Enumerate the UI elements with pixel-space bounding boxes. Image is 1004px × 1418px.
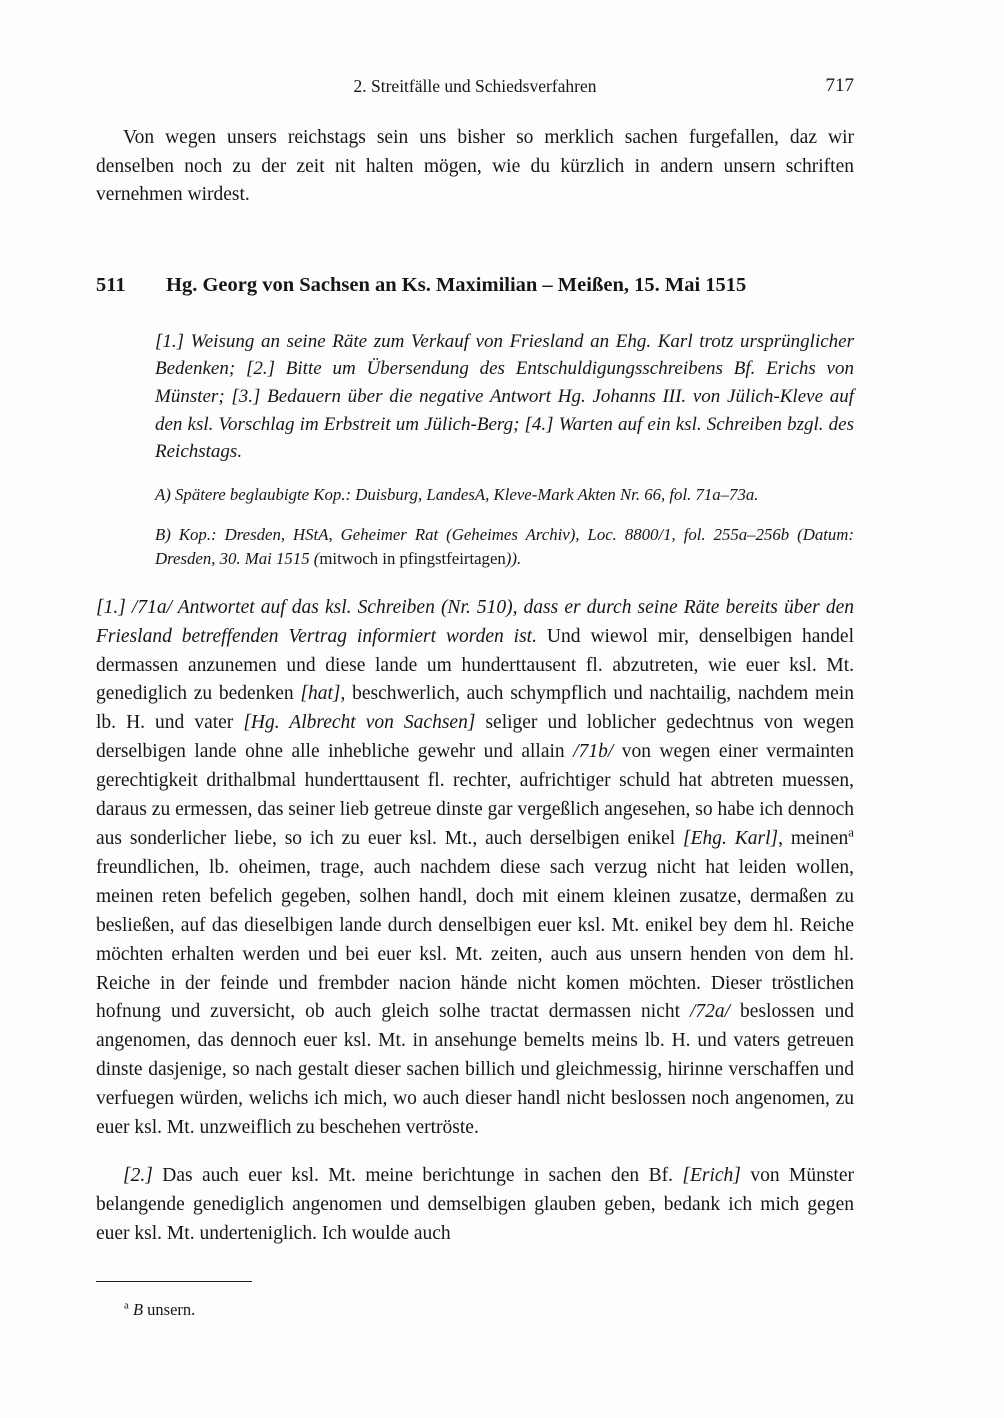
body-paragraph-2: [2.] Das auch euer ksl. Mt. meine berichtunge in sachen den Bf. [Erich] von Münster belangende genediglich angenomen und demselbigen glauben geben, bedank ich mich gegen euer ksl. Mt. underteniglich. Ich woulde auch [96, 1165, 854, 1245]
running-header [96, 76, 854, 100]
document-number: 511 [96, 273, 126, 296]
document-title: Hg. Georg von Sachsen an Ks. Maximilian – Meißen, 15. Mai 1515 [166, 273, 747, 296]
footnote-text: $^a$ B unsern. [124, 1299, 196, 1319]
document-body [96, 594, 854, 1249]
source-note-a: A) Spätere beglaubigte Kop.: Duisburg, LandesA, Kleve-Mark Akten Nr. 66, fol. 71a–73a. [155, 484, 759, 504]
document-summary: [1.] Weisung an seine Räte zum Verkauf von Friesland an Ehg. Karl trotz ursprünglicher Bedenken; [2.] Bitte um Übersendung des Entschuldigungsschreibens Bf. Erichs von Münster; [3.] Bedauern über die negative Antwort Hg. Johanns III. von Jülich-Kleve auf den ksl. Vorschlag im Erbstreit um Jülich-Berg; [4.] Warten auf ein ksl. Schreiben bzgl. des Reichstags. [155, 330, 854, 463]
section-title: 2. Streitfälle und Schiedsverfahren [353, 76, 597, 96]
source-notes [155, 483, 854, 571]
footnote-area [96, 1281, 854, 1321]
document-heading [96, 272, 854, 298]
footnote-rule [96, 1281, 252, 1282]
body-paragraph-1: [1.] /71a/ Antwortet auf das ksl. Schreiben (Nr. 510), dass er durch seine Räte bereits über den Friesland betreffenden Vertrag informiert worden ist. Und wiewol mir, denselbigen handel dermassen anzunemen und diese lande um hunderttausent fl. abzutreten, wie euer ksl. Mt. genediglich zu bedenken [hat], beschwerlich, auch schympflich und nachtailig, nachdem mein lb. H. und vater [Hg. Albrecht von Sachsen] seliger und loblicher gedechtnus von wegen derselbigen lande ohne alle inhebliche gewehr und allain /71b/ von wegen einer vermainten gerechtigkeit drithalbmal hunderttausent fl. rechter, aufrichtiger schuld hat abtreten muessen, daraus zu ermessen, das seiner lieb getreue dinste gar vergeßlich angesehen, so habe ich dennoch aus sonderlicher liebe, so ich zu euer ksl. Mt., auch derselbigen enikel [Ehg. Karl], meinen$^a$ freundlichen, lb. oheimen, trage, auch nachdem diese sach verzug nicht hat leiden wollen, meinen reten befelich gegeben, solhen handl, doch mit einem kleinen zusatze, dermaßen zu besließen, auf das dieselbigen lande durch denselbigen euer ksl. Mt. enikel bey dem hl. Reiche möchten erhalten werden und bei euer ksl. Mt. zeiten, auch aus unsern henden von dem hl. Reiche in der feinde und frembder nacion hände nicht komen möchten. Dieser tröstlichen hofnung und zuversicht, ob auch gleich solhe tractat dermassen nicht /72a/ beslossen und angenomen, das dennoch euer ksl. Mt. in ansehunge bemelts meins lb. H. und vaters getreuen dinste dasjenige, so nach gestalt dieser sachen billich und gleichmessig, hirinne verschaffen und verfuegen würden, welichs ich mich, wo auch dieser handl nicht beslossen noch angenomen, zu euer ksl. Mt. unzweiflich zu beschehen vertröste. [96, 596, 854, 1139]
source-note-b: B) Kop.: Dresden, HStA, Geheimer Rat (Geheimes Archiv), Loc. 8800/1, fol. 255a–256b (Datum: Dresden, 30. Mai 1515 (mitwoch in pfingstfeirtagen)). [155, 525, 854, 568]
intro-paragraph: Von wegen unsers reichstags sein uns bisher so merklich sachen furgefallen, daz wir denselben noch zu der zeit nit halten mögen, wie du kürzlich in andern unsern schriften vernehmen wirdest. [96, 127, 854, 206]
page-number: 717 [825, 75, 854, 96]
